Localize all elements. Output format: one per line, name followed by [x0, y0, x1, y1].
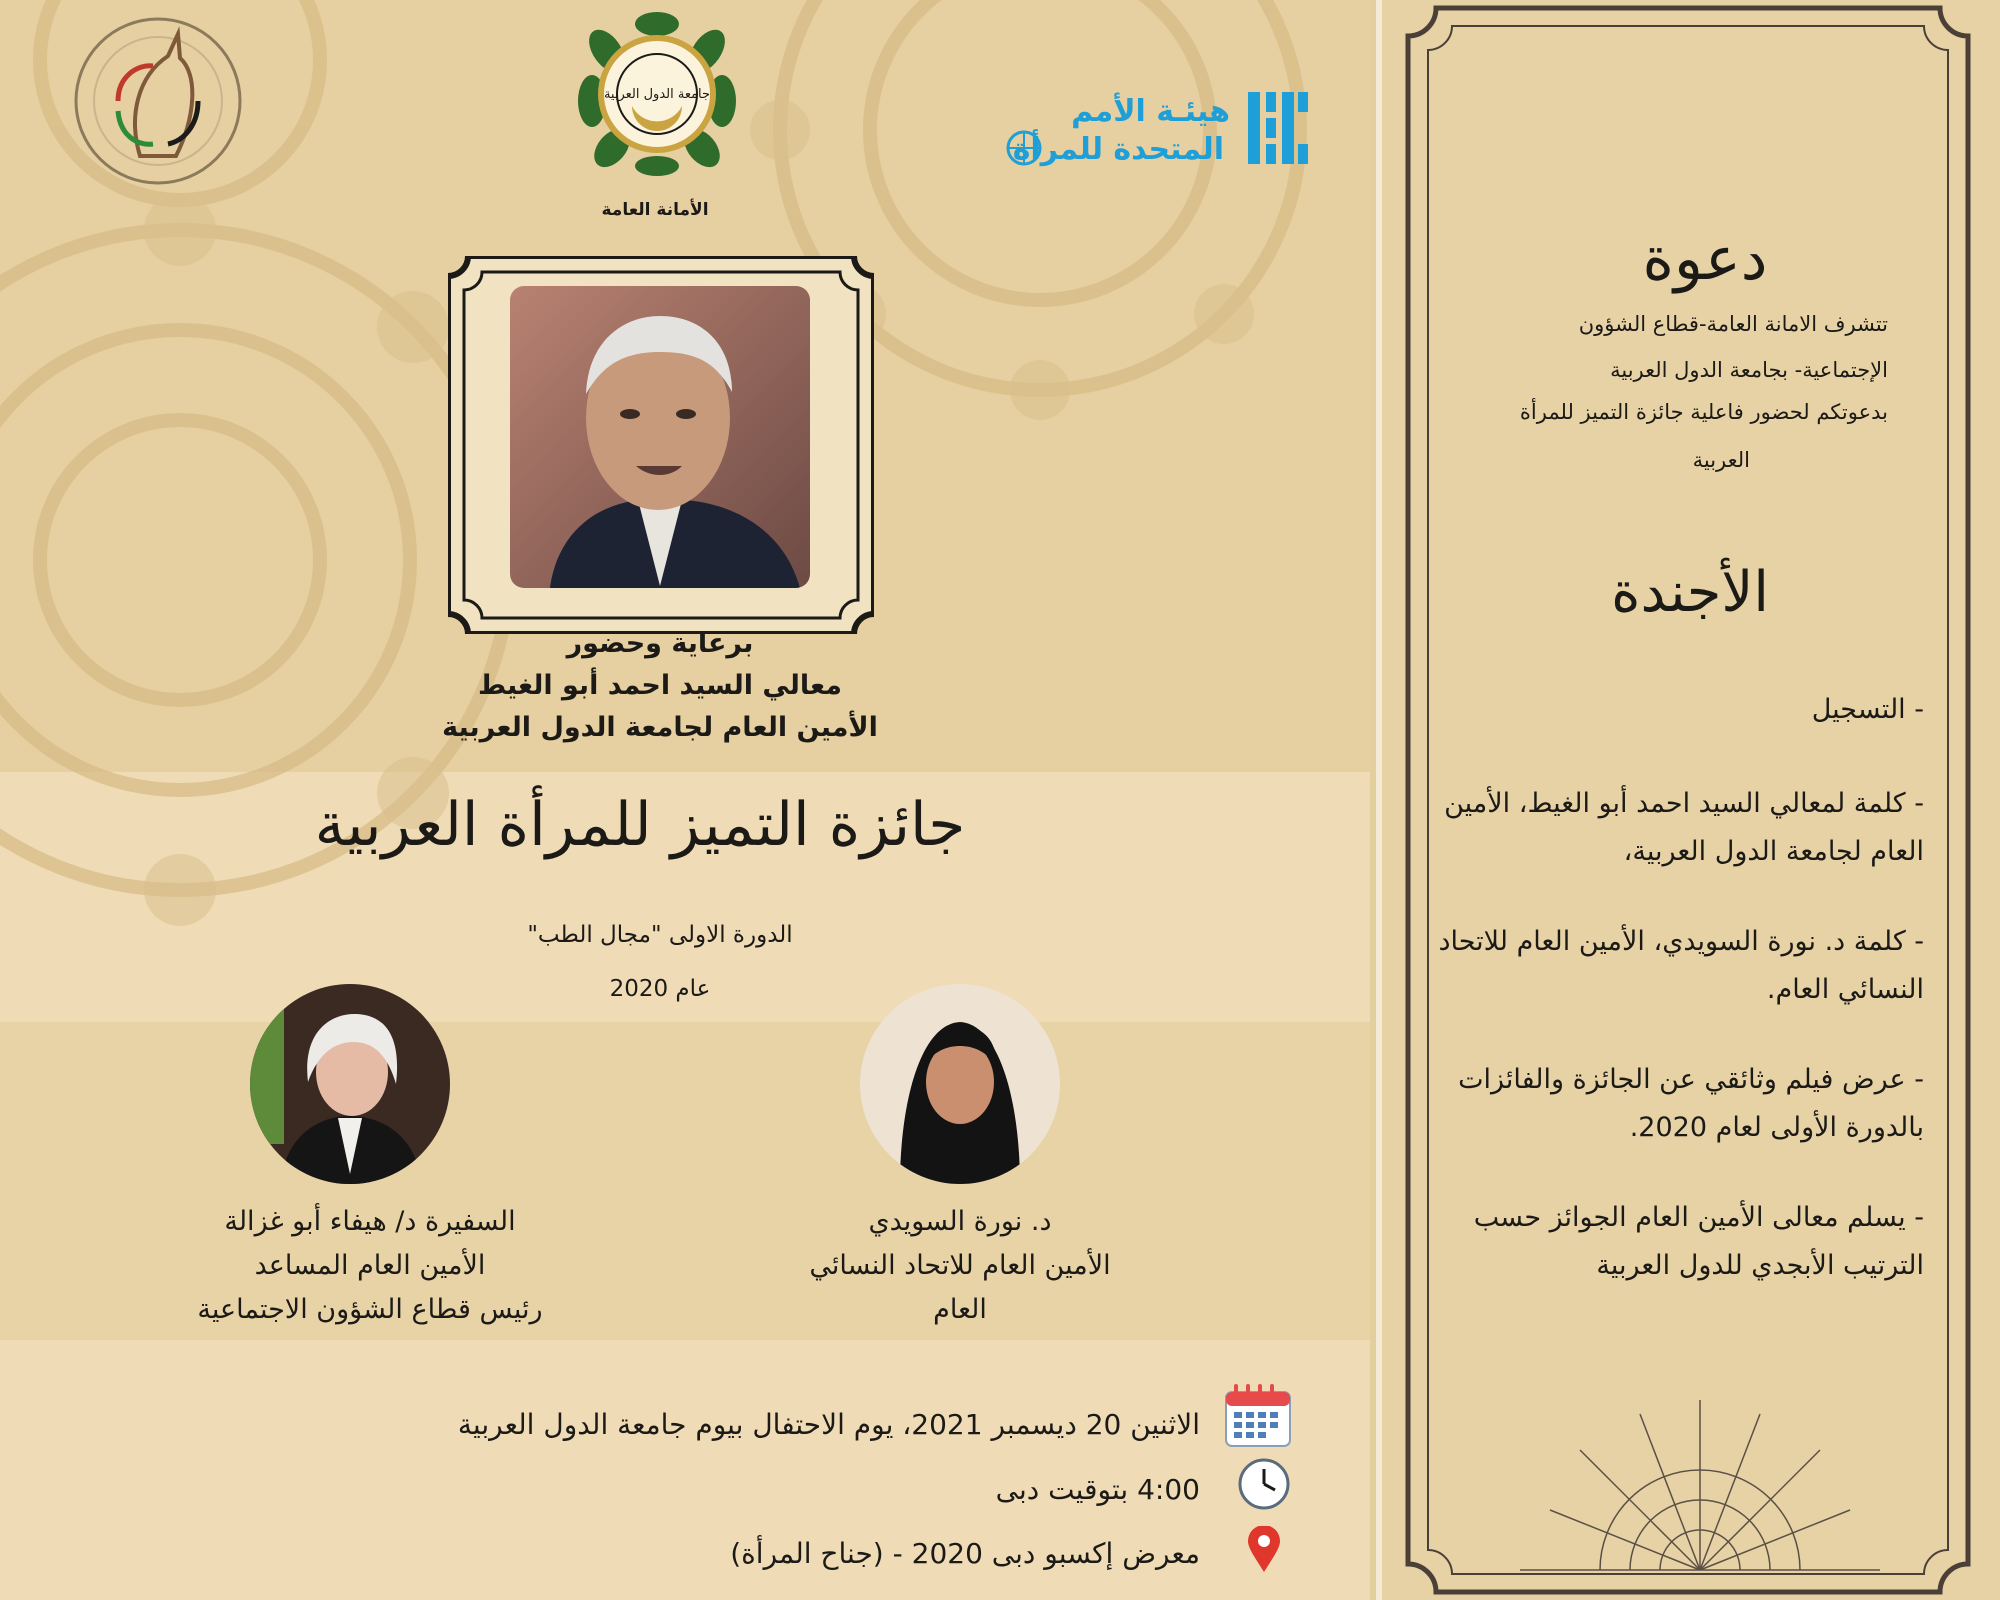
clock-icon	[1238, 1458, 1290, 1510]
guest-name: السفيرة د/ هيفاء أبو غزالة	[224, 1206, 516, 1237]
agenda-item: - التسجيل	[1811, 694, 1924, 725]
invitation-text-line: الإجتماعية- بجامعة الدول العربية	[1610, 358, 1888, 382]
award-year: عام 2020	[609, 976, 711, 1002]
award-title: جائزة التميز للمرأة العربية	[314, 790, 966, 860]
guest-caption-haifa	[130, 1200, 610, 1332]
event-date: الاثنين 20 ديسمبر 2021، يوم الاحتفال بيوم جامعة الدول العربية	[457, 1408, 1200, 1441]
league-emblem-lettering: جامعة الدول العربية	[603, 87, 711, 102]
guest-role: الأمين العام المساعد	[254, 1250, 486, 1281]
award-edition: الدورة الاولى "مجال الطب"	[527, 922, 793, 948]
sunburst-ornament	[1520, 1380, 1880, 1580]
event-venue: معرض إكسبو دبى 2020 - (جناح المرأة)	[730, 1537, 1200, 1570]
location-pin-icon	[1248, 1526, 1280, 1572]
invitation-text-line: بدعوتكم لحضور فاعلية جائزة التميز للمرأة	[1519, 400, 1888, 424]
guest-name: د. نورة السويدي	[868, 1206, 1052, 1237]
arab-league-emblem	[572, 6, 742, 176]
guest-photo-noura	[860, 984, 1060, 1184]
agenda-item: - يسلم معالى الأمين العام الجوائز حسب الترتيب الأبجدي للدول العربية	[1473, 1202, 1924, 1281]
guest-role-continued: العام	[933, 1294, 987, 1325]
patron-title: الأمين العام لجامعة الدول العربية	[442, 712, 878, 743]
invitation-text-line: العربية	[1692, 448, 1750, 472]
guest-role-secondary: رئيس قطاع الشؤون الاجتماعية	[197, 1294, 543, 1325]
patron-portrait-photo	[510, 286, 810, 588]
agenda-item: - عرض فيلم وثائقي عن الجائزة والفائزات بالدورة الأولى لعام 2020.	[1458, 1064, 1924, 1143]
guest-caption-noura	[720, 1200, 1200, 1332]
invitation-title: دعوة	[1642, 224, 1768, 294]
agenda-item: - كلمة د. نورة السويدي، الأمين العام للاتحاد النسائي العام.	[1438, 926, 1924, 1005]
event-time: 4:00 بتوقيت دبى	[995, 1473, 1200, 1506]
league-caption: الأمانة العامة	[601, 200, 709, 220]
un-women-name-line2: المتحدة للمرأة	[1012, 132, 1224, 167]
guest-role: الأمين العام للاتحاد النسائي	[809, 1250, 1111, 1281]
womens-union-logo	[58, 6, 258, 196]
invitation-text-line: تتشرف الامانة العامة-قطاع الشؤون	[1578, 312, 1888, 336]
agenda-title: الأجندة	[1611, 560, 1769, 625]
calendar-icon	[1224, 1384, 1292, 1448]
un-women-name-line1: هيئـة الأمم	[1071, 94, 1230, 129]
agenda-item: - كلمة لمعالي السيد احمد أبو الغيط، الأمين العام لجامعة الدول العربية،	[1444, 788, 1924, 867]
guest-photo-haifa	[250, 984, 450, 1184]
patron-heading: برعاية وحضور	[566, 628, 754, 659]
patron-name: معالي السيد احمد أبو الغيط	[478, 670, 842, 701]
